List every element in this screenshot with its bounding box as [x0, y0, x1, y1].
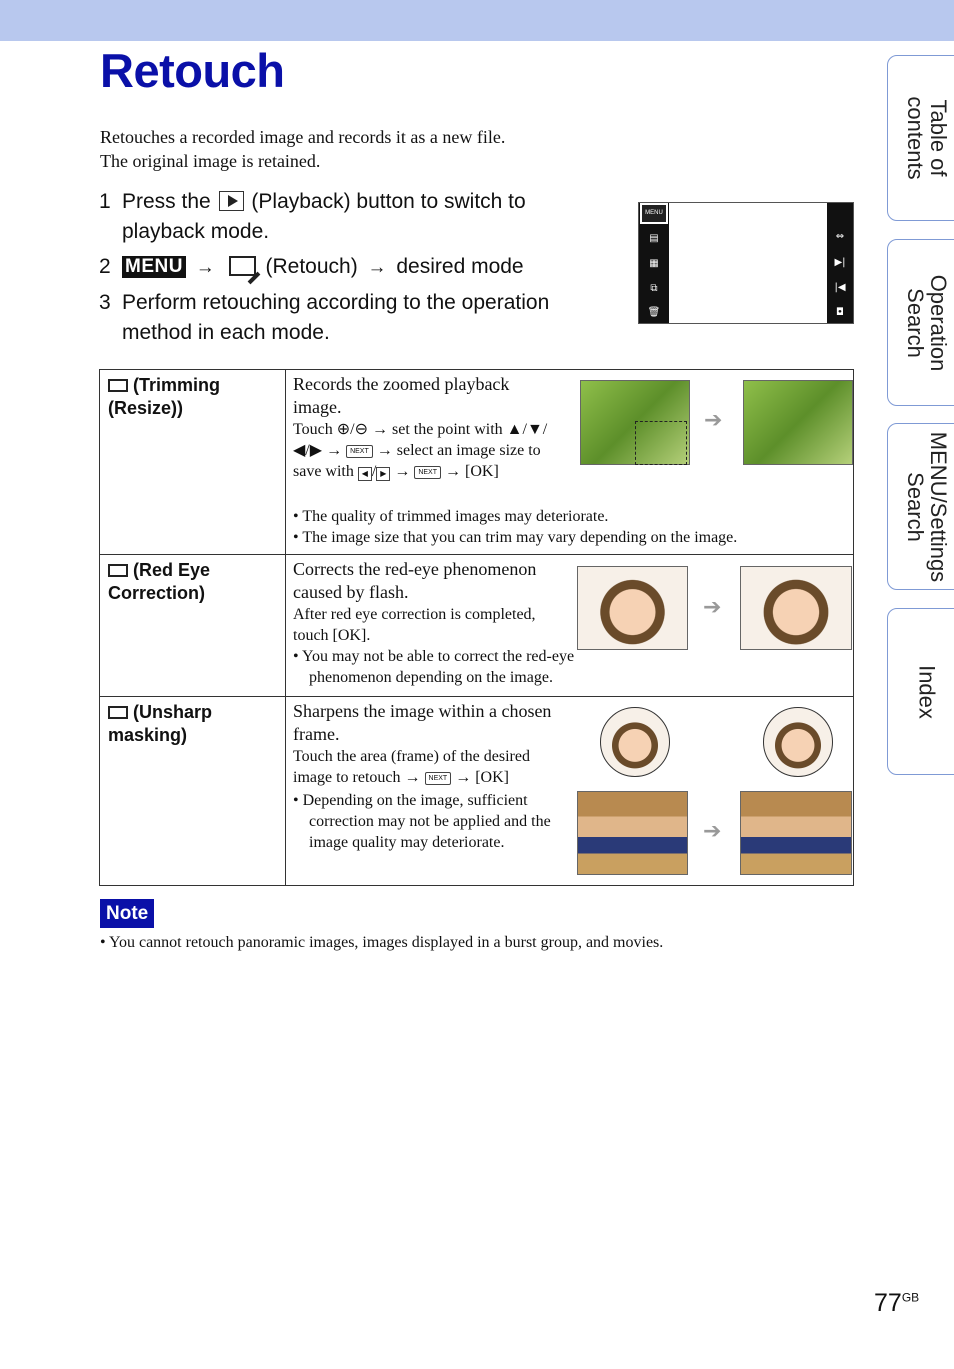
- left-control-bar: [639, 203, 669, 323]
- desc-text: [OK]: [465, 463, 499, 480]
- table-row: [100, 697, 854, 886]
- tab-menu-settings-search[interactable]: [887, 423, 954, 590]
- retouch-mode-icon: ⧉: [650, 283, 658, 294]
- note-item: • Depending on the image, sufficient correction may not be applied and the image quality may deteriorate.: [293, 792, 551, 851]
- mode-desc-cell: [286, 555, 854, 697]
- note-text: • You cannot retouch panoramic images, images displayed in a burst group, and movies.: [100, 934, 664, 951]
- mode-desc-cell: [286, 697, 854, 886]
- unsharp-icon: [108, 706, 128, 719]
- arrow-right-icon: ➔: [704, 408, 723, 433]
- left-arrow-icon: ◀: [358, 467, 372, 481]
- mode-name: (Unsharp masking): [108, 702, 213, 745]
- steps-list: [99, 187, 599, 353]
- bird-before-image: [580, 380, 690, 465]
- next-button-icon: NEXT: [414, 466, 441, 479]
- index-view-icon: ▦: [649, 258, 659, 269]
- desc-text: [OK]: [475, 769, 509, 786]
- calendar-icon: ▤: [649, 233, 659, 244]
- tab-label: MENU/Settings Search: [903, 431, 951, 582]
- arrow-icon: →: [394, 463, 411, 480]
- step-text: (Playback) button to switch to playback mode.: [122, 190, 526, 243]
- step-text: (Retouch): [265, 255, 358, 278]
- unsharp-before-image: [577, 791, 688, 875]
- next-button-icon: NEXT: [346, 445, 373, 458]
- intro-text: [100, 125, 505, 173]
- tab-label: Index: [914, 664, 940, 719]
- retouch-modes-table: [99, 369, 854, 886]
- top-banner: [0, 0, 954, 41]
- mode-desc-cell: [286, 370, 854, 555]
- step-number: 1: [99, 190, 111, 213]
- camera-icon: ◘: [836, 307, 844, 318]
- desc-text: set the point with ▲/▼/◀/▶: [293, 421, 548, 459]
- step-text: Perform retouching according to the operation method in each mode.: [122, 291, 550, 344]
- table-row: [100, 370, 854, 555]
- tab-index[interactable]: [887, 608, 954, 775]
- next-button-icon: NEXT: [425, 772, 452, 785]
- arrow-icon: →: [455, 769, 472, 786]
- arrow-right-icon: ➔: [703, 595, 722, 620]
- desc-main: Sharpens the image within a chosen frame.: [293, 701, 552, 744]
- swap-icon: ⇔: [835, 231, 845, 242]
- step-text: Press the: [122, 190, 211, 213]
- desc-steps: Touch ⊕/⊖ → set the point with ▲/▼/◀/▶ → NEXT → select an image size to save with ◀ / ▶ → NEXT → [OK]: [293, 421, 548, 480]
- trash-icon: 🗑: [647, 307, 661, 318]
- mode-description: [293, 558, 568, 646]
- mode-notes: [293, 646, 653, 688]
- trim-frame: [635, 421, 687, 465]
- mode-description: [293, 373, 558, 482]
- trimming-icon: [108, 379, 128, 392]
- desc-main: Corrects the red-eye phenomenon caused by flash.: [293, 559, 537, 602]
- tab-operation-search[interactable]: [887, 239, 954, 406]
- step-3: [99, 288, 599, 348]
- mode-notes: [293, 506, 853, 548]
- menu-icon: MENU: [122, 256, 186, 278]
- arrow-icon: →: [376, 442, 393, 459]
- step-number: 3: [99, 291, 111, 314]
- table-row: [100, 555, 854, 697]
- arrow-icon: →: [404, 769, 421, 786]
- zoom-after-circle: [763, 707, 833, 777]
- camera-screen-illustration: [638, 202, 854, 324]
- mode-name-cell: [100, 697, 286, 886]
- right-control-bar: [827, 203, 853, 323]
- intro-line-1: Retouches a recorded image and records it as a new file.: [100, 127, 506, 147]
- menu-button-icon: MENU: [640, 203, 668, 224]
- mode-name: (Red Eye Correction): [108, 560, 211, 603]
- arrow-icon: →: [367, 257, 387, 278]
- unsharp-after-image: [740, 791, 852, 875]
- mode-description: [293, 700, 563, 853]
- note-item: • The image size that you can trim may vary depending on the image.: [293, 529, 738, 546]
- retouch-icon: [229, 256, 256, 276]
- intro-line-2: The original image is retained.: [100, 151, 321, 171]
- bird-after-image: [743, 380, 853, 465]
- previous-icon: |◀: [834, 282, 846, 293]
- note-item: • The quality of trimmed images may deteriorate.: [293, 508, 609, 525]
- red-eye-before-image: [577, 566, 688, 650]
- desc-main: Records the zoomed playback image.: [293, 374, 510, 417]
- tab-table-of-contents[interactable]: [887, 55, 954, 221]
- arrow-icon: →: [326, 442, 343, 459]
- step-2: [99, 252, 599, 283]
- note-badge: Note: [100, 899, 154, 928]
- page-number: [874, 1289, 919, 1318]
- playback-icon: [219, 191, 244, 211]
- desc-text: select an image size to save with: [293, 442, 541, 480]
- zoom-before-circle: [600, 707, 670, 777]
- desc-sub: After red eye correction is completed, touch [OK].: [293, 606, 536, 644]
- step-number: 2: [99, 255, 111, 278]
- arrow-icon: →: [372, 421, 389, 438]
- red-eye-after-image: [740, 566, 852, 650]
- red-eye-icon: [108, 564, 128, 577]
- arrow-icon: →: [195, 257, 215, 278]
- step-1: [99, 187, 599, 247]
- page-number-value: 77: [874, 1289, 902, 1317]
- page-title: Retouch: [100, 44, 285, 97]
- desc-text: Touch the area (frame) of the desired image to retouch: [293, 748, 530, 786]
- right-arrow-icon: ▶: [376, 467, 390, 481]
- note-item: • You may not be able to correct the red-eye phenomenon depending on the image.: [293, 648, 575, 686]
- mode-name-cell: [100, 555, 286, 697]
- mode-name-cell: [100, 370, 286, 555]
- arrow-right-icon: ➔: [703, 819, 722, 844]
- tab-label: Operation Search: [903, 274, 951, 371]
- step-text: desired mode: [396, 255, 524, 278]
- arrow-icon: →: [445, 463, 461, 480]
- desc-steps: [293, 746, 563, 788]
- page-suffix: GB: [901, 1290, 920, 1305]
- next-icon: ▶|: [834, 257, 846, 268]
- mode-name: (Trimming (Resize)): [108, 375, 221, 418]
- tab-label: Table of contents: [903, 96, 951, 180]
- desc-text: Touch ⊕/⊖: [293, 421, 369, 438]
